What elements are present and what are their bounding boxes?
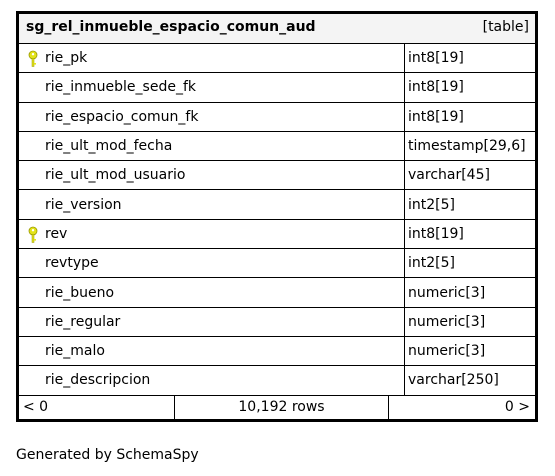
column-row	[19, 220, 535, 249]
column-type: int8[19]	[408, 225, 464, 242]
column-name: rie_ult_mod_fecha	[45, 138, 173, 155]
table-entity	[16, 11, 538, 422]
column-row	[19, 103, 535, 132]
table-footer	[19, 396, 535, 419]
column-type: numeric[3]	[408, 313, 486, 330]
column-name: rev	[45, 225, 68, 242]
generated-by-label: Generated by SchemaSpy	[16, 447, 199, 463]
column-name: rie_ult_mod_usuario	[45, 167, 186, 184]
column-list	[19, 44, 535, 396]
column-name-cell	[19, 73, 405, 101]
column-type: numeric[3]	[408, 284, 486, 301]
table-kind: [table]	[482, 19, 529, 35]
column-type: varchar[250]	[408, 372, 499, 389]
column-type: numeric[3]	[408, 343, 486, 360]
primary-key-icon	[27, 226, 39, 244]
child-count: 0 >	[504, 399, 530, 416]
column-row	[19, 249, 535, 278]
column-type: int2[5]	[408, 196, 455, 213]
column-row	[19, 44, 535, 73]
column-row	[19, 161, 535, 190]
primary-key-icon	[27, 50, 39, 68]
column-row	[19, 308, 535, 337]
column-name: rie_inmueble_sede_fk	[45, 79, 196, 96]
column-name-cell	[19, 337, 405, 365]
table-header	[19, 14, 535, 44]
column-name: rie_version	[45, 196, 122, 213]
column-row	[19, 73, 535, 102]
table-name: sg_rel_inmueble_espacio_comun_aud	[26, 19, 316, 35]
row-count: 10,192 rows	[175, 396, 389, 419]
column-row	[19, 337, 535, 366]
column-type: int2[5]	[408, 255, 455, 272]
column-name: rie_malo	[45, 343, 105, 360]
column-name-cell	[19, 278, 405, 306]
column-name-cell	[19, 161, 405, 189]
column-name: rie_espacio_comun_fk	[45, 108, 199, 125]
column-name-cell	[19, 132, 405, 160]
column-name-cell	[19, 308, 405, 336]
column-row	[19, 366, 535, 395]
column-row	[19, 278, 535, 307]
parent-count: < 0	[19, 396, 175, 419]
column-name: rie_descripcion	[45, 372, 151, 389]
column-name-cell	[19, 220, 405, 248]
column-row	[19, 190, 535, 219]
column-type: timestamp[29,6]	[408, 138, 526, 155]
column-name: rie_bueno	[45, 284, 115, 301]
column-name: revtype	[45, 255, 99, 272]
column-type: int8[19]	[408, 108, 464, 125]
column-row	[19, 132, 535, 161]
column-name-cell	[19, 249, 405, 277]
column-type: int8[19]	[408, 50, 464, 67]
column-name: rie_pk	[45, 50, 88, 67]
column-name-cell	[19, 103, 405, 131]
column-name-cell	[19, 44, 405, 72]
column-name: rie_regular	[45, 313, 121, 330]
column-type: varchar[45]	[408, 167, 490, 184]
column-name-cell	[19, 190, 405, 218]
column-name-cell	[19, 366, 405, 394]
column-type: int8[19]	[408, 79, 464, 96]
